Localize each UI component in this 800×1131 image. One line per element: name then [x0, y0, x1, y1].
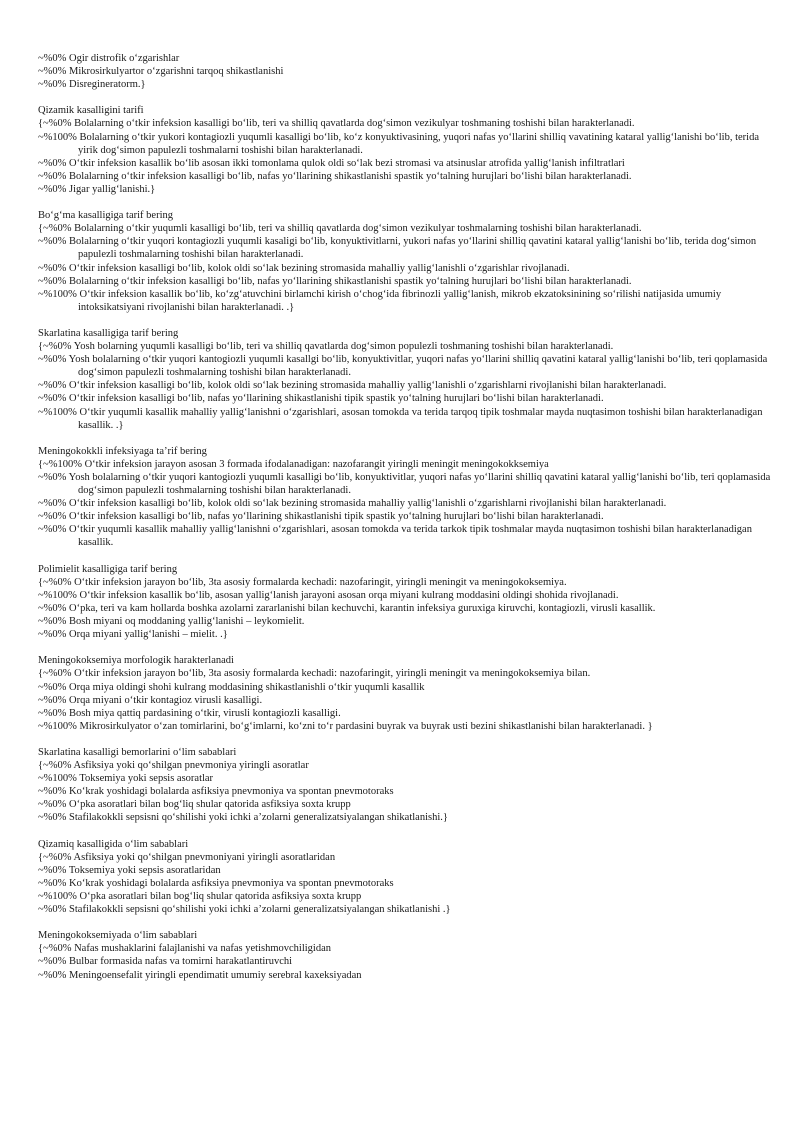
answer-option: {~%0% Yosh bolarning yuqumli kasalligi bo‘lib, teri va shilliq qavatlarda dog‘simon populezli toshmaning toshishi bilan harakterlanadi.	[38, 341, 614, 353]
question-section	[38, 209, 772, 314]
answer-option: ~%0% O‘tkir infeksion kasalligi bo‘lib, kolok oldi so‘lak bezining stromasida mahalliy yallig‘lanishli o‘zgarishlar rivojlanadi.	[38, 262, 570, 274]
answer-option: ~%0% O‘tkir infeksion kasalligi bo‘lib, kolok oldi so‘lak bezining stromasida mahalliy yallig‘lanishli o‘zgarishlarni rivojlanishi bilan harakterlanadi.	[38, 380, 667, 392]
answer-option: ~%0% Bosh miyani oq moddaning yallig‘lanishi – leykomielit.	[38, 616, 305, 628]
answer-option: ~%0% O‘pka, teri va kam hollarda boshka azolarni zararlanishi bilan kechuvchi, karantin infeksiya guruxiga kiruvchi, kontagiozli, virusli kasallik.	[38, 602, 656, 614]
answer-option: ~%0% Bolalarning o‘tkir infeksion kasalligi bo‘lib, nafas yo‘llarining shikastlanishi spastik yo‘talning hurujlari bo‘lishi bilan harakterlanadi.	[38, 275, 632, 287]
answer-option: ~%0% Bosh miya qattiq pardasining o‘tkir, virusli kontagiozli kasalligi.	[38, 707, 341, 719]
section-spacer	[38, 91, 772, 104]
answer-option: {~%100% O‘tkir infeksion jarayon asosan 3 formada ifodalanadigan: nazofarangit yiringli meningit meningokokksemiya	[38, 458, 549, 470]
answer-option: ~%0% O‘tkir infeksion kasalligi bo‘lib, nafas yo‘llarining shikastlanishi tipik spastik yo‘talning hurujlari bo‘lishi bilan harakterlanadi.	[38, 393, 604, 405]
answer-option: {~%0% Asfiksiya yoki qo‘shilgan pnevmoniya yiringli asoratlar	[38, 760, 309, 772]
question-heading: Skarlatina kasalligiga tarif bering	[38, 327, 179, 339]
section-spacer	[38, 196, 772, 209]
answer-option: ~%0% Bulbar formasida nafas va tomirni harakatlantiruvchi	[38, 956, 293, 968]
question-section	[38, 654, 772, 733]
question-section	[38, 746, 772, 825]
answer-option: ~%100% O‘pka asoratlari bilan bog‘liq shular qatorida asfiksiya soxta krupp	[38, 891, 362, 902]
answer-option: ~%0% Ko‘krak yoshidagi bolalarda asfiksiya pnevmoniya va spontan pnevmotoraks	[38, 786, 394, 798]
question-section	[38, 104, 772, 196]
answer-option: ~%100% Mikrosirkulyator o‘zan tomirlarini, bo‘g‘imlarni, ko‘zni to‘r pardasini buyrak va buyrak usti bezini shikastlanishi bilan harakterlanadi. }	[38, 720, 653, 732]
question-heading: Bo‘g‘ma kasalligiga tarif bering	[38, 210, 173, 222]
answer-option: {~%0% O‘tkir infeksion jarayon bo‘lib, 3ta asosiy formalarda kechadi: nazofaringit, yiringli meningit va meningokoksemiya.	[38, 576, 567, 588]
answer-option: ~%0% Bolalarning o‘tkir infeksion kasalligi bo‘lib, nafas yo‘llarining shikastlanishi spastik yo‘talning hurujlari bo‘lishi bilan harakterlanadi.	[38, 170, 632, 182]
answer-option: ~%0% O‘tkir yuqumli kasallik mahalliy yallig‘lanishni o‘zgarishlari, asosan tomokda va terida tarkok tipik toshmalar mayda nuqtasimon toshishi bilan harakterlanadigan kasallik.	[38, 524, 752, 549]
intro-block	[38, 52, 772, 91]
answer-option: ~%0% O‘tkir infeksion kasallik bo‘lib asosan ikki tomonlama qulok oldi so‘lak bezi stromasi va atsinuslar atrofida yallig‘lanish infiltratlari	[38, 157, 625, 169]
answer-option: ~%100% O‘tkir infeksion kasallik bo‘lib, asosan yallig‘lanish jarayoni asosan orqa miyani kulrang moddasini oldingi shohida rivojlanadi.	[38, 589, 619, 601]
section-spacer	[38, 641, 772, 654]
answer-option: ~%100% O‘tkir infeksion kasallik bo‘lib, ko‘zg‘atuvchini birlamchi kirish o‘chog‘ida fibrinozli yallig‘lanish, mikrob ekzatoksinining so‘rilishi natijasida umumiy intoksikatsiyani rivojlanishi bilan harakterlanadi. .}	[38, 288, 722, 313]
answer-option: {~%0% O‘tkir infeksion jarayon bo‘lib, 3ta asosiy formalarda kechadi: nazofaringit, yiringli meningit va meningokoksemiya bilan.	[38, 668, 591, 680]
question-heading: Meningokoksemiya morfologik harakterlanadi	[38, 655, 234, 667]
answer-option: ~%0% Stafilakokkli sepsisni qo‘shilishi yoki ichki a’zolarni generalizatsiyalangan shikatlanishi .}	[38, 904, 451, 916]
answer-option: ~%0% Orqa miyani yallig‘lanishi – mielit. .}	[38, 629, 228, 641]
answer-option: ~%0% Orqa miyani o‘tkir kontagioz virusli kasalligi.	[38, 694, 263, 706]
answer-option: ~%0% O‘tkir infeksion kasalligi bo‘lib, kolok oldi so‘lak bezining stromasida mahalliy yallig‘lanishli o‘zgarishlarni rivojlanishi bilan harakterlanadi.	[38, 498, 667, 510]
question-sections	[38, 91, 772, 981]
intro-line: ~%0% Ogir distrofik o‘zgarishlar	[38, 53, 180, 64]
answer-option: ~%0% Toksemiya yoki sepsis asoratlaridan	[38, 864, 221, 876]
question-section	[38, 445, 772, 550]
intro-line: ~%0% Mikrosirkulyartor o‘zgarishni tarqoq shikastlanishi	[38, 66, 284, 78]
answer-option: ~%0% Stafilakokkli sepsisni qo‘shilishi yoki ichki a’zolarni generalizatsiyalangan shikatlanishi.}	[38, 812, 448, 824]
answer-option: {~%0% Bolalarning o‘tkir infeksion kasalligi bo‘lib, teri va shilliq qavatlarda dog‘simon vezikulyar toshmaning toshishi bilan harakterlanadi.	[38, 118, 635, 130]
section-spacer	[38, 825, 772, 838]
question-heading: Meningokoksemiyada o‘lim sabablari	[38, 930, 198, 942]
question-heading: Polimielit kasalligiga tarif bering	[38, 563, 178, 575]
answer-option: ~%0% Bolalarning o‘tkir yuqori kontagiozli yuqumli kasaligi bo‘lib, konyuktivitlarni, yukori nafas yo‘llarini shilliq qavatini kataral yallig‘lanishi bo‘lib, terida dog‘simon papulezli toshmalarning toshishi bilan harakterlanadi.	[38, 236, 757, 261]
answer-option: ~%0% Meningoensefalit yiringli ependimatit umumiy serebral kaxeksiyadan	[38, 969, 362, 981]
answer-option: ~%0% Jigar yallig‘lanishi.}	[38, 183, 156, 195]
answer-option: {~%0% Asfiksiya yoki qo‘shilgan pnevmoniyani yiringli asoratlaridan	[38, 851, 336, 863]
answer-option: ~%0% Ko‘krak yoshidagi bolalarda asfiksiya pnevmoniya va spontan pnevmotoraks	[38, 877, 394, 889]
question-heading: Qizamik kasalligini tarifi	[38, 105, 144, 117]
intro-line: ~%0% Disregineratorm.}	[38, 79, 146, 91]
question-heading: Qizamiq kasalligida o‘lim sabablari	[38, 838, 189, 850]
answer-option: ~%0% Orqa miya oldingi shohi kulrang moddasining shikastlanishli o‘tkir yuqumli kasallik	[38, 681, 425, 693]
question-heading: Meningokokkli infeksiyaga ta’rif bering	[38, 445, 207, 457]
section-spacer	[38, 432, 772, 445]
answer-option: ~%0% O‘tkir infeksion kasalligi bo‘lib, nafas yo‘llarining shikastlanishi tipik spastik yo‘talning hurujlari bo‘lishi bilan harakterlanadi.	[38, 511, 604, 523]
answer-option: {~%0% Nafas mushaklarini falajlanishi va nafas yetishmovchiligidan	[38, 943, 331, 955]
answer-option: ~%0% Yosh bolalarning o‘tkir yuqori kantogiozli yuqumli kasallgi bo‘lib, konyuktivitlar, yuqori nafas yo‘llarini shilliq qavatini kataral yallig‘lanishi bo‘lib, teri qoplamasida dog‘simon papulezli toshmalarning toshishi bilan harakterlanadi.	[38, 354, 768, 379]
question-section	[38, 838, 772, 917]
section-spacer	[38, 550, 772, 563]
answer-option: ~%100% Bolalarning o‘tkir yukori kontagiozli yuqumli kasalligi bo‘lib, ko‘z konyuktivasining, yuqori nafas yo‘llarini shilliq vavatining kataral yallig‘lanishi bo‘lib, terida yirik dog‘simon papulezli toshmalarni toshishi bilan harakterlanadi.	[38, 131, 760, 156]
section-spacer	[38, 916, 772, 929]
question-section	[38, 929, 772, 981]
section-spacer	[38, 314, 772, 327]
answer-option: ~%0% Yosh bolalarning o‘tkir yuqori kantogiozli yuqumli kasalligi bo‘lib, konyuktivitlar, yuqori nafas yo‘llarini shilliq qavatini kataral yallig‘lanishi bo‘lib, teri qoplamasida dog‘simon papulezli toshmalarning toshishi bilan harakterlanadi.	[38, 472, 771, 497]
answer-option: ~%100% Toksemiya yoki sepsis asoratlar	[38, 773, 214, 785]
question-section	[38, 563, 772, 642]
answer-option: ~%100% O‘tkir yuqumli kasallik mahalliy yallig‘lanishni o‘zgarishlari, asosan tomokda va terida tarqoq tipik toshmalar mayda nuqtasimon toshishi bilan harakterlanadigan kasallik. .}	[38, 406, 763, 431]
question-heading: Skarlatina kasalligi bemorlarini o‘lim sabablari	[38, 746, 237, 758]
question-section	[38, 327, 772, 432]
section-spacer	[38, 733, 772, 746]
answer-option: ~%0% O‘pka asoratlari bilan bog‘liq shular qatorida asfiksiya soxta krupp	[38, 799, 351, 811]
answer-option: {~%0% Bolalarning o‘tkir yuqumli kasalligi bo‘lib, teri va shilliq qavatlarda dog‘simon vezikulyar toshmalarning toshishi bilan harakterlanadi.	[38, 223, 642, 235]
